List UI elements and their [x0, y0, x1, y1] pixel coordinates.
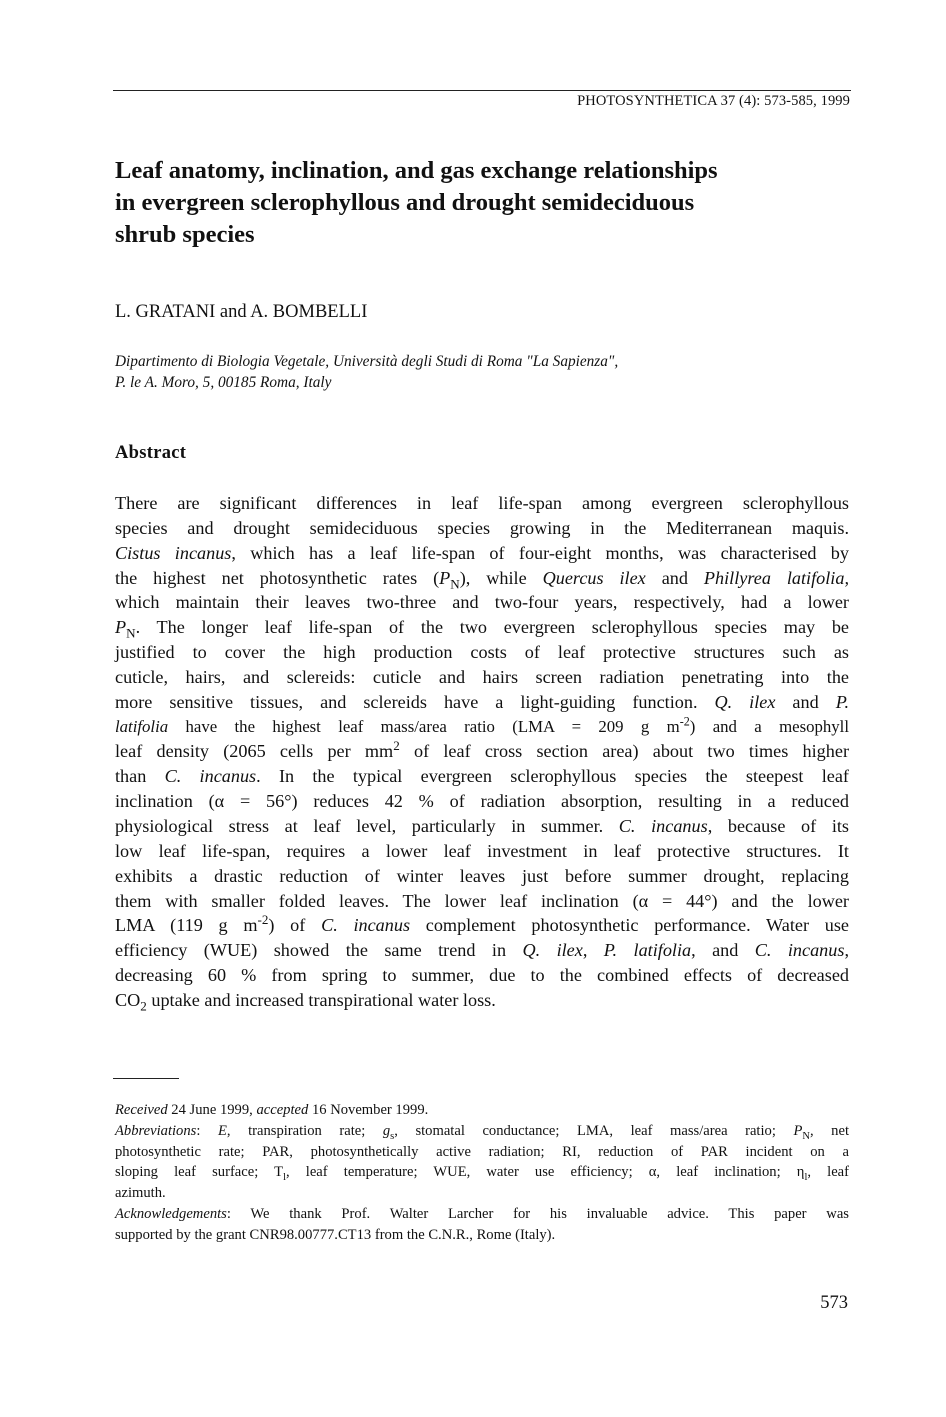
abstract-line: exhibits a drastic reduction of winter leaves just before summer drought, replacing — [115, 865, 849, 886]
running-head: PHOTOSYNTHETICA 37 (4): 573-585, 1999 — [577, 93, 850, 109]
title-line: Leaf anatomy, inclination, and gas exchange relationships — [115, 157, 718, 184]
abstract-body — [115, 491, 849, 1013]
abstract-line: than C. incanus. In the typical evergreen sclerophyllous species the steepest leaf — [115, 766, 849, 787]
abstract-line: which maintain their leaves two-three and two-four years, respectively, had a lower — [115, 592, 849, 613]
abstract-line: justified to cover the high production costs of leaf protective structures such as — [115, 642, 849, 663]
title-line: shrub species — [115, 221, 255, 248]
affiliation-line: Dipartimento di Biologia Vegetale, Università degli Studi di Roma "La Sapienza", — [115, 353, 619, 370]
abstract-line: There are significant differences in leaf life-span among evergreen sclerophyllous — [115, 493, 849, 513]
acknowledgements-note: Acknowledgements: We thank Prof. Walter Larcher for his invaluable advice. This paper was — [115, 1205, 849, 1222]
page-number: 573 — [820, 1293, 848, 1313]
affiliation-line: P. le A. Moro, 5, 00185 Roma, Italy — [115, 374, 332, 391]
abbreviations-note: Abbreviations: E, transpiration rate; $g_s$, stomatal conductance; LMA, leaf mass/area ratio; $P_N$, net — [115, 1122, 849, 1142]
abstract-line: latifolia have the highest leaf mass/area ratio (LMA = 209 g $m^{-2}$) and a mesophyll — [115, 714, 849, 736]
abstract-line: the highest net photosynthetic rates $(P_N)$, while Quercus ilex and Phillyrea latifolia, — [115, 567, 849, 592]
abstract-line: leaf density (2065 cells per $mm^2$ of leaf cross section area) about two times higher — [115, 738, 849, 762]
abstract-line: them with smaller folded leaves. The lower leaf inclination (α = 44°) and the lower — [115, 890, 849, 911]
abbreviations-note: photosynthetic rate; PAR, photosynthetically active radiation; RI, reduction of PAR incident on a — [115, 1143, 849, 1160]
abstract-line: $P_N$. The longer leaf life-span of the two evergreen sclerophyllous species may be — [115, 617, 849, 641]
abstract-line: inclination (α = 56°) reduces 42 % of radiation absorption, resulting in a reduced — [115, 791, 849, 812]
authors: L. GRATANI and A. BOMBELLI — [115, 302, 368, 322]
abstract-line: more sensitive tissues, and sclereids have a light-guiding function. Q. ilex and P. — [115, 691, 850, 712]
abstract-line: $CO_2$ uptake and increased transpirational water loss. — [115, 989, 496, 1014]
abstract-line: decreasing 60 % from spring to summer, due to the combined effects of decreased — [115, 965, 849, 986]
acknowledgements-note: supported by the grant CNR98.00777.CT13 from the C.N.R., Rome (Italy). — [115, 1226, 556, 1243]
received-note: Received 24 June 1999, accepted 16 November 1999. — [115, 1102, 429, 1118]
abstract-line: low leaf life-span, requires a lower leaf investment in leaf protective structures. It — [115, 840, 849, 861]
abstract-line: LMA (119 g $m^{-2}$) of C. incanus complement photosynthetic performance. Water use — [115, 912, 849, 936]
abstract-line: efficiency (WUE) showed the same trend in Q. ilex, P. latifolia, and C. incanus, — [115, 940, 849, 961]
abbreviations-note: sloping leaf surface; $T_l$, leaf temperature; WUE, water use efficiency; α, leaf inclination; $\eta_l$, leaf — [115, 1164, 850, 1184]
header-rule — [113, 90, 851, 91]
abstract-heading: Abstract — [115, 443, 187, 463]
affiliation — [115, 351, 618, 393]
abstract-line: cuticle, hairs, and sclereids: cuticle and hairs screen radiation penetrating into the — [115, 666, 849, 687]
abstract-line: physiological stress at leaf level, particularly in summer. C. incanus, because of its — [115, 815, 849, 836]
footnotes — [115, 1100, 849, 1246]
footnote-rule — [113, 1078, 179, 1079]
abstract-line: species and drought semideciduous species growing in the Mediterranean maquis. — [115, 517, 849, 538]
abstract-line: Cistus incanus, which has a leaf life-span of four-eight months, was characterised by — [115, 542, 849, 563]
title-line: in evergreen sclerophyllous and drought semideciduous — [115, 189, 695, 216]
article-title — [115, 155, 835, 251]
abbreviations-note: azimuth. — [115, 1185, 166, 1202]
